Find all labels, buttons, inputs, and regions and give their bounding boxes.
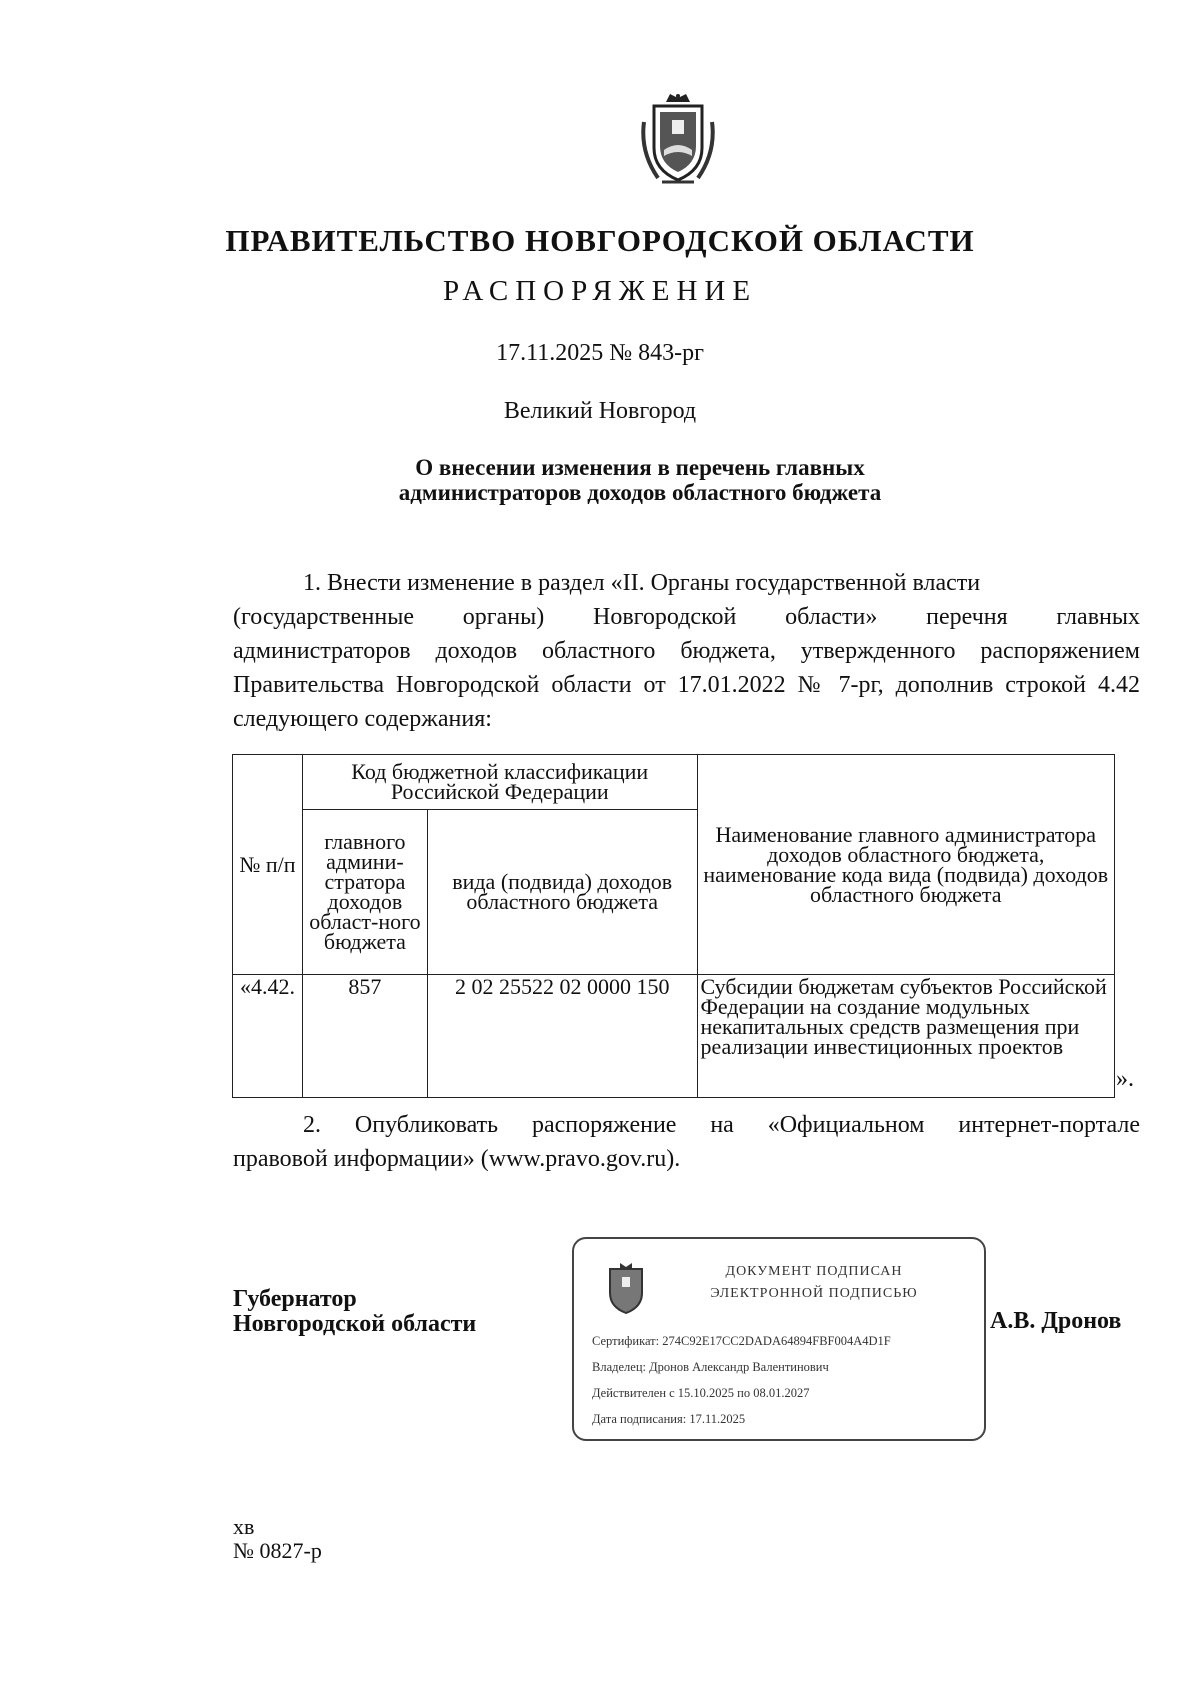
footer-number: № 0827-р xyxy=(233,1538,322,1563)
paragraph-2-line-1: 2. Опубликовать распоряжение на «Официальном интернет-портале xyxy=(303,1112,1140,1138)
document-subject xyxy=(300,455,980,505)
electronic-signature-stamp xyxy=(572,1237,986,1441)
table-closing-quote: ». xyxy=(1116,1066,1134,1092)
footer-registration xyxy=(233,1515,322,1563)
organization-title: ПРАВИТЕЛЬСТВО НОВГОРОДСКОЙ ОБЛАСТИ xyxy=(225,223,975,258)
paragraph-1-line-5: следующего содержания: xyxy=(233,706,492,732)
paragraph-2-line-2: правовой информации» (www.pravo.gov.ru). xyxy=(233,1146,681,1172)
subject-line-1: О внесении изменения в перечень главных xyxy=(415,455,865,480)
subject-line-2: администраторов доходов областного бюджета xyxy=(398,480,882,505)
row-admin-code: 857 xyxy=(302,975,427,1098)
signer-name: А.В. Дронов xyxy=(990,1308,1122,1334)
header-cell-admin: главного админи-стратора доходов област-ного бюджета xyxy=(302,810,427,975)
header-cell-number: № п/п xyxy=(233,755,303,975)
paragraph-2 xyxy=(233,1108,1140,1176)
document-date-number: 17.11.2025 № 843-рг xyxy=(496,340,704,366)
document-city: Великий Новгород xyxy=(503,398,697,424)
row-number: «4.42. xyxy=(233,975,303,1098)
stamp-owner: Владелец: Дронов Александр Валентинович xyxy=(592,1360,829,1374)
paragraph-1-line-3: администраторов доходов областного бюджета, утвержденного распоряжением xyxy=(233,638,1140,664)
coat-of-arms-emblem xyxy=(638,92,718,188)
signer-position-line-1: Губернатор xyxy=(233,1286,357,1312)
budget-classification-table xyxy=(232,754,1115,1098)
paragraph-1-line-2: (государственные органы) Новгородской области» перечня главных xyxy=(233,604,1140,630)
stamp-emblem-icon xyxy=(602,1261,650,1317)
footer-initials: хв xyxy=(233,1514,255,1539)
paragraph-1-line-1: 1. Внести изменение в раздел «II. Органы государственной власти xyxy=(303,570,981,596)
stamp-header-line-2: ЭЛЕКТРОННОЙ ПОДПИСЬЮ xyxy=(710,1286,918,1301)
paragraph-1 xyxy=(233,566,1140,736)
stamp-header-line-1: ДОКУМЕНТ ПОДПИСАН xyxy=(725,1264,903,1279)
table-row xyxy=(233,975,1115,1098)
stamp-signed-date: Дата подписания: 17.11.2025 xyxy=(592,1412,746,1426)
signer-position xyxy=(233,1287,476,1337)
header-cell-kind: вида (подвида) доходов областного бюджета xyxy=(427,810,697,975)
stamp-certificate: Сертификат: 274C92E17CC2DADA64894FBF004A4D1F xyxy=(592,1334,891,1348)
header-cell-kbk-group: Код бюджетной классификации Российской Федерации xyxy=(302,755,697,810)
header-cell-name: Наименование главного администратора доходов областного бюджета, наименование кода вида (подвида) доходов областного бюджета xyxy=(697,755,1114,975)
signer-position-line-2: Новгородской области xyxy=(233,1311,477,1337)
document-type: РАСПОРЯЖЕНИЕ xyxy=(442,275,758,307)
stamp-header xyxy=(694,1261,934,1305)
paragraph-1-line-4: Правительства Новгородской области от 17.01.2022 № 7-рг, дополнив строкой 4.42 xyxy=(233,672,1140,698)
table-header-row xyxy=(233,755,1115,810)
stamp-validity: Действителен с 15.10.2025 по 08.01.2027 xyxy=(592,1386,810,1400)
row-name: Субсидии бюджетам субъектов Российской Федерации на создание модульных некапитальных средств размещения при реализации инвестиционных проектов xyxy=(697,975,1114,1098)
row-kind-code: 2 02 25522 02 0000 150 xyxy=(427,975,697,1098)
